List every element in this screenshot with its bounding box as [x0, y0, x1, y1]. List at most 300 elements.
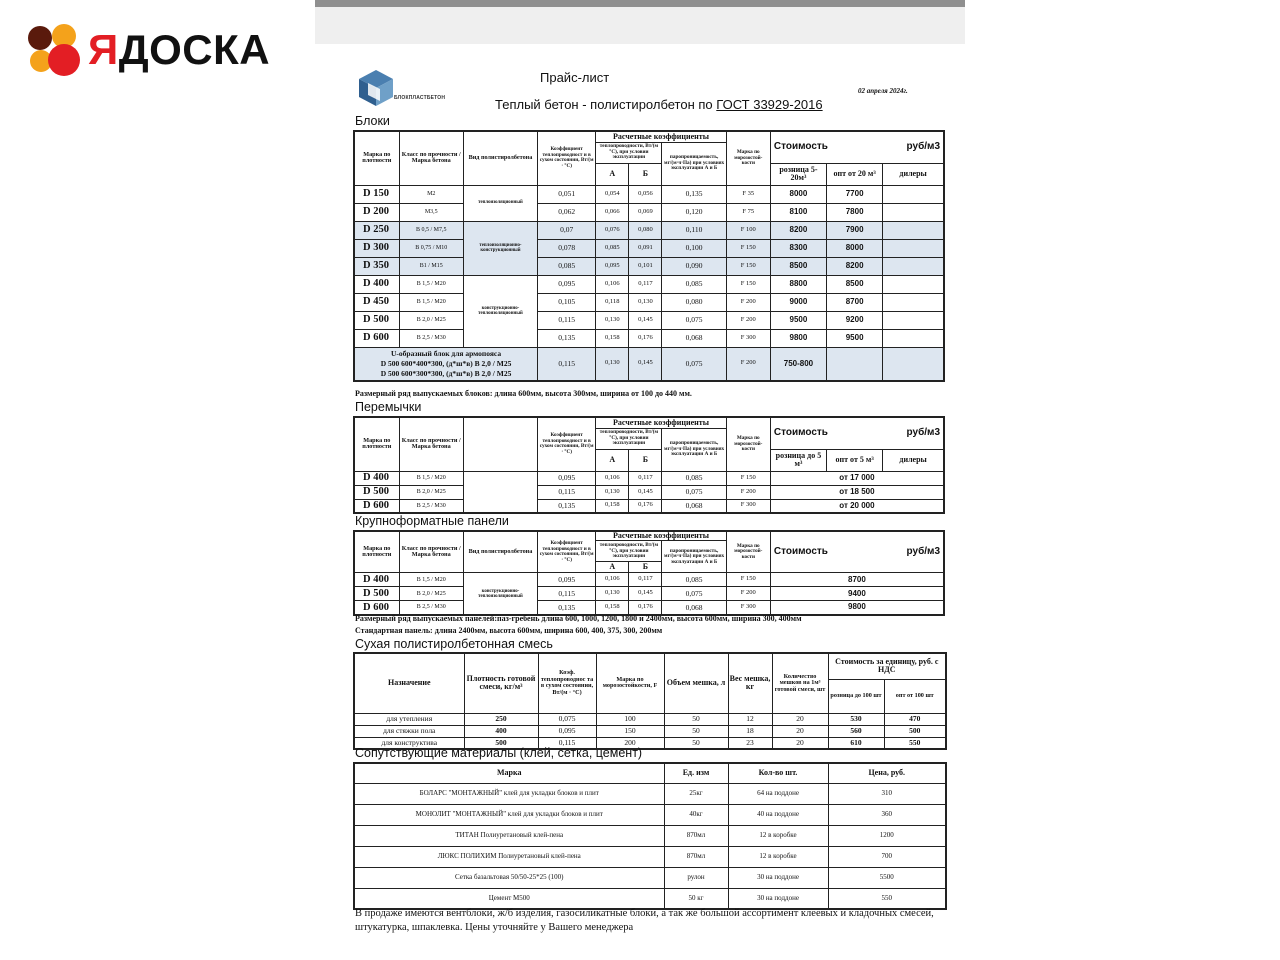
header-a: А [596, 449, 629, 471]
cell-price: от 20 000 [770, 499, 944, 513]
cell-kind: теплоизоляционный [463, 185, 537, 221]
cell-a: 0,106 [596, 275, 629, 293]
header-cost: Стоимость за единицу, руб. с НДС [828, 653, 946, 679]
cell-b: 0,145 [629, 347, 662, 381]
cell-unit: 870мл [664, 846, 728, 867]
cell-frost: F 300 [726, 329, 770, 347]
cell-b: 0,145 [629, 311, 662, 329]
cell-price: от 17 000 [770, 471, 944, 485]
cell-retail: 8100 [770, 203, 826, 221]
header-retail: розница 5-20м³ [770, 163, 826, 185]
cell-brand: БОЛАРС "МОНТАЖНЫЙ" клей для укладки блоков и плит [354, 783, 664, 804]
header-brand: Марка [354, 763, 664, 783]
cell-brand: Цемент М500 [354, 888, 664, 909]
brand-logo [356, 68, 456, 110]
header-purpose: Назначение [354, 653, 464, 713]
cell-count: 20 [772, 737, 828, 749]
cell-density: D 150 [354, 185, 399, 203]
cell-dealers [883, 293, 944, 311]
cell-density: D 400 [354, 573, 399, 587]
cell-density: D 300 [354, 239, 399, 257]
header-coef: Коэффициент теплопроводност и в сухом состоянии, Вт/(м · °С) [538, 531, 596, 573]
materials-table [353, 762, 947, 910]
cell-price: 750-800 [770, 347, 826, 381]
cell-frost: F 35 [726, 185, 770, 203]
cell-dealers [883, 347, 944, 381]
table-row [354, 221, 944, 239]
cell-vapor: 0,120 [662, 203, 726, 221]
cell-unit: 50 кг [664, 888, 728, 909]
header-density: Марка по плотности [354, 417, 399, 471]
cell-coef: 0,115 [538, 311, 596, 329]
cell-retail: 8200 [770, 221, 826, 239]
cell-density: D 600 [354, 601, 399, 615]
table-row [354, 888, 946, 909]
cell-retail: 560 [828, 725, 884, 737]
cell-a: 0,106 [596, 573, 629, 587]
table-row [354, 804, 946, 825]
blocks-table [353, 130, 945, 382]
cell-opt: 7900 [827, 221, 883, 239]
cell-price: 8700 [770, 573, 944, 587]
cell-frost: 100 [596, 713, 664, 725]
cell-frost: 200 [596, 737, 664, 749]
cell-a: 0,130 [596, 485, 629, 499]
cell-coef: 0,051 [538, 185, 596, 203]
cell-class: В 1,5 / М20 [399, 293, 463, 311]
logo-dots-icon [26, 22, 82, 78]
cell-a: 0,066 [596, 203, 629, 221]
cell-vapor: 0,075 [662, 587, 726, 601]
cell-b: 0,145 [629, 485, 662, 499]
cell-purpose: для стяжки пола [354, 725, 464, 737]
cell-b: 0,117 [629, 275, 662, 293]
cell-density: D 350 [354, 257, 399, 275]
header-frost: Марка по морозостой-кости [726, 131, 770, 185]
cell-retail: 9000 [770, 293, 826, 311]
header-dealers: дилеры [883, 449, 944, 471]
header-b: Б [629, 449, 662, 471]
cell-retail: 8800 [770, 275, 826, 293]
table-row [354, 471, 944, 485]
cell-a: 0,130 [596, 311, 629, 329]
panels-standard-note: Стандартная панель: длина 2400мм, высота 600мм, ширина 600, 400, 375, 300, 200мм [355, 626, 663, 635]
cell-dealers [883, 257, 944, 275]
table-row [354, 783, 946, 804]
table-row [354, 499, 944, 513]
table-row [354, 587, 944, 601]
cell-class: В 2,0 / М25 [399, 485, 463, 499]
cell-coef: 0,135 [538, 499, 596, 513]
cell-density: D 500 [354, 587, 399, 601]
cell-price: 5500 [828, 867, 946, 888]
cell-vapor: 0,068 [662, 329, 726, 347]
cell-dealers [883, 275, 944, 293]
cell-frost: F 150 [726, 471, 770, 485]
cell-density: D 450 [354, 293, 399, 311]
cell-brand: ЛЮКС ПОЛИХИМ Полиуретановый клей-пена [354, 846, 664, 867]
cell-brand: ТИТАН Полиуретановый клей-пена [354, 825, 664, 846]
table-row [354, 825, 946, 846]
cell-class: В 2,5 / М30 [399, 329, 463, 347]
cell-vapor: 0,110 [662, 221, 726, 239]
cell-price: 9800 [770, 601, 944, 615]
panels-size-note: Размерный ряд выпускаемых панелей:паз-гребень длина 600, 1000, 1200, 1800 и 2400мм, высота 600мм, ширина 300, 400мм [355, 614, 802, 623]
cell-opt: 8500 [827, 275, 883, 293]
header-qty: Кол-во шт. [728, 763, 828, 783]
cell-b: 0,117 [629, 471, 662, 485]
header-calc-vapor: паропроницаемость, мг/(м·ч·Па) при условиях эксплуатации А и Б [662, 428, 726, 471]
cell-class: В1 / М15 [399, 257, 463, 275]
cell-u-block: U-образный блок для армопояса D 500 600*400*300, (д*ш*в) В 2,0 / М25 D 500 600*300*300, (д*ш*в) В 2,0 / М25 [354, 347, 538, 381]
cell-price: 9400 [770, 587, 944, 601]
table-row [354, 311, 944, 329]
cell-volume: 50 [664, 725, 728, 737]
header-count: Количество мешков на 1м³ готовой смеси, шт [772, 653, 828, 713]
cell-retail: 9800 [770, 329, 826, 347]
cell-dealers [883, 203, 944, 221]
header-calc: Расчетные коэффициенты [596, 531, 726, 541]
cell-kind: конструкционно-теплоизоляционный [463, 275, 537, 347]
cell-opt: 470 [884, 713, 946, 725]
cell-vapor: 0,068 [662, 601, 726, 615]
header-coef: Коэффициент теплопроводност и в сухом состоянии, Вт/(м · °С) [538, 131, 596, 185]
header-unit: руб/м3 [883, 531, 944, 573]
cell-kind [463, 471, 537, 513]
header-density: Плотность готовой смеси, кг/м³ [464, 653, 538, 713]
cell-opt: 7700 [827, 185, 883, 203]
cell-frost: F 200 [726, 311, 770, 329]
cell-dealers [883, 221, 944, 239]
cell-class: В 2,5 / М30 [399, 601, 463, 615]
cell-b: 0,176 [629, 329, 662, 347]
cell-class: В 2,0 / М25 [399, 311, 463, 329]
header-cost: Стоимость [770, 131, 882, 163]
cell-class: В 1,5 / М20 [399, 275, 463, 293]
cell-coef: 0,095 [538, 275, 596, 293]
cell-density: D 250 [354, 221, 399, 239]
cell-frost: F 100 [726, 221, 770, 239]
cell-vapor: 0,075 [662, 485, 726, 499]
cell-opt: 8200 [827, 257, 883, 275]
cell-b: 0,176 [629, 499, 662, 513]
header-calc-vapor: паропроницаемость, мг/(м·ч·Па) при условиях эксплуатации А и Б [662, 142, 726, 185]
cell-vapor: 0,075 [662, 311, 726, 329]
cell-a: 0,085 [596, 239, 629, 257]
cell-frost: F 200 [726, 485, 770, 499]
header-unit: Ед. изм [664, 763, 728, 783]
cell-opt: 9500 [827, 329, 883, 347]
header-class: Класс по прочности / Марка бетона [399, 531, 463, 573]
cell-vapor: 0,135 [662, 185, 726, 203]
header-calc: Расчетные коэффициенты [596, 131, 726, 142]
cell-a: 0,158 [596, 499, 629, 513]
section-title-dry-mix: Сухая полистиролбетонная смесь [355, 637, 553, 651]
cell-frost: 150 [596, 725, 664, 737]
cell-retail: 8000 [770, 185, 826, 203]
cell-volume: 50 [664, 737, 728, 749]
cell-density: D 600 [354, 499, 399, 513]
cell-qty: 30 на поддоне [728, 867, 828, 888]
cell-frost: F 150 [726, 239, 770, 257]
cell-class: М2 [399, 185, 463, 203]
cell-density: D 500 [354, 311, 399, 329]
blocks-size-note: Размерный ряд выпускаемых блоков: длина 600мм, высота 300мм, ширина от 100 до 440 мм. [355, 389, 692, 398]
cell-a: 0,106 [596, 471, 629, 485]
cell-a: 0,158 [596, 601, 629, 615]
cell-density: 250 [464, 713, 538, 725]
cell-density: D 500 [354, 485, 399, 499]
table-row [354, 257, 944, 275]
dry-mix-table [353, 652, 947, 750]
cell-a: 0,095 [596, 257, 629, 275]
header-class: Класс по прочности / Марка бетона [399, 131, 463, 185]
cell-b: 0,101 [629, 257, 662, 275]
cell-dealers [883, 329, 944, 347]
cell-unit: 25кг [664, 783, 728, 804]
cell-b: 0,130 [629, 293, 662, 311]
header-wholesale: опт от 5 м³ [827, 449, 883, 471]
cell-b: 0,176 [629, 601, 662, 615]
cell-frost: F 200 [726, 347, 770, 381]
cell-class: В 0,75 / М10 [399, 239, 463, 257]
header-class: Класс по прочности / Марка бетона [399, 417, 463, 471]
header-a: А [596, 163, 629, 185]
cell-vapor: 0,068 [662, 499, 726, 513]
cell-frost: F 75 [726, 203, 770, 221]
cell-a: 0,118 [596, 293, 629, 311]
cell-coef: 0,115 [538, 737, 596, 749]
header-wholesale: опт от 20 м³ [827, 163, 883, 185]
brand-name: БЛОКПЛАСТБЕТОН [394, 95, 446, 101]
header-calc: Расчетные коэффициенты [596, 417, 726, 428]
cell-b: 0,117 [629, 573, 662, 587]
table-row [354, 867, 946, 888]
cell-price: 310 [828, 783, 946, 804]
table-row [354, 293, 944, 311]
table-row [354, 573, 944, 587]
cell-unit: рулон [664, 867, 728, 888]
header-weight: Вес мешка, кг [728, 653, 772, 713]
document-top-bar [315, 0, 965, 7]
cell-coef: 0,095 [538, 573, 596, 587]
section-title-lintels: Перемычки [355, 400, 422, 414]
header-retail: розница до 5 м³ [770, 449, 826, 471]
header-frost: Марка по морозостой-кости [726, 531, 770, 573]
cell-coef: 0,115 [538, 347, 596, 381]
table-row [354, 185, 944, 203]
site-logo-text: ЯДОСКА [88, 26, 271, 73]
cell-a: 0,158 [596, 329, 629, 347]
cell-empty [827, 347, 883, 381]
cell-b: 0,069 [629, 203, 662, 221]
table-row [354, 725, 946, 737]
cell-opt: 550 [884, 737, 946, 749]
cell-frost: F 300 [726, 499, 770, 513]
cell-price: 360 [828, 804, 946, 825]
cell-purpose: для конструктива [354, 737, 464, 749]
cell-class: М3,5 [399, 203, 463, 221]
cell-density: 500 [464, 737, 538, 749]
cell-frost: F 200 [726, 587, 770, 601]
cell-brand: МОНОЛИТ "МОНТАЖНЫЙ" клей для укладки блоков и плит [354, 804, 664, 825]
gost-link[interactable]: ГОСТ 33929-2016 [716, 97, 823, 112]
cell-b: 0,056 [629, 185, 662, 203]
header-coef: Коэф. теплопроводнос та в сухом состоянии, Вт/(м · °С) [538, 653, 596, 713]
cell-opt: 8700 [827, 293, 883, 311]
cell-count: 20 [772, 713, 828, 725]
cell-vapor: 0,080 [662, 293, 726, 311]
cell-unit: 40кг [664, 804, 728, 825]
cell-qty: 30 на поддоне [728, 888, 828, 909]
cell-brand: Сетка базальтовая 50/50-25*25 (100) [354, 867, 664, 888]
cell-qty: 12 в коробке [728, 825, 828, 846]
table-row [354, 846, 946, 867]
cell-frost: F 150 [726, 573, 770, 587]
header-calc-thermal: теплопроводности, Вт/(м °С), при условии эксплуатации [596, 142, 662, 163]
cell-retail: 8300 [770, 239, 826, 257]
table-row [354, 275, 944, 293]
header-calc-thermal: теплопроводности, Вт/(м °С), при условии эксплуатации [596, 428, 662, 449]
cell-density: D 400 [354, 471, 399, 485]
section-title-blocks: Блоки [355, 114, 390, 128]
cell-volume: 50 [664, 713, 728, 725]
cell-purpose: для утепления [354, 713, 464, 725]
cell-coef: 0,115 [538, 485, 596, 499]
cell-qty: 64 на поддоне [728, 783, 828, 804]
cell-opt: 9200 [827, 311, 883, 329]
cell-frost: F 150 [726, 275, 770, 293]
cell-density: D 600 [354, 329, 399, 347]
cell-price: 700 [828, 846, 946, 867]
cell-opt: 7800 [827, 203, 883, 221]
header-cost: Стоимость [770, 417, 882, 449]
lintels-table [353, 416, 945, 514]
cell-dealers [883, 185, 944, 203]
cell-coef: 0,07 [538, 221, 596, 239]
header-opt: опт от 100 шт [884, 679, 946, 713]
table-row [354, 713, 946, 725]
header-frost: Марка по морозостой-кости [726, 417, 770, 471]
cell-coef: 0,085 [538, 257, 596, 275]
cell-class: В 2,0 / М25 [399, 587, 463, 601]
cell-b: 0,145 [629, 587, 662, 601]
cell-frost: F 300 [726, 601, 770, 615]
header-frost: Марка по морозостойкости, F [596, 653, 664, 713]
site-logo[interactable] [26, 22, 270, 78]
cell-a: 0,076 [596, 221, 629, 239]
cell-retail: 9500 [770, 311, 826, 329]
cell-coef: 0,115 [538, 587, 596, 601]
header-calc-vapor: паропроницаемость, мг/(м·ч·Па) при условиях эксплуатации А и Б [662, 541, 726, 573]
header-dealers: дилеры [883, 163, 944, 185]
cell-a: 0,130 [596, 587, 629, 601]
header-density: Марка по плотности [354, 131, 399, 185]
header-retail: розница до 100 шт [828, 679, 884, 713]
document-date: 02 апреля 2024г. [858, 87, 908, 95]
cell-coef: 0,095 [538, 471, 596, 485]
cell-kind: теплоизоляционно-конструкционный [463, 221, 537, 275]
header-kind-empty [463, 417, 537, 471]
header-price: Цена, руб. [828, 763, 946, 783]
header-unit: руб/м3 [883, 417, 944, 449]
cell-qty: 12 в коробке [728, 846, 828, 867]
table-row-u-block [354, 347, 944, 381]
cell-coef: 0,078 [538, 239, 596, 257]
cube-logo-icon [356, 68, 396, 108]
cell-coef: 0,062 [538, 203, 596, 221]
cell-b: 0,091 [629, 239, 662, 257]
header-cost: Стоимость [770, 531, 882, 573]
cell-retail: 8500 [770, 257, 826, 275]
cell-coef: 0,105 [538, 293, 596, 311]
table-row [354, 329, 944, 347]
cell-unit: 870мл [664, 825, 728, 846]
cell-class: В 0,5 / М7,5 [399, 221, 463, 239]
cell-frost: F 200 [726, 293, 770, 311]
cell-a: 0,054 [596, 185, 629, 203]
cell-vapor: 0,085 [662, 471, 726, 485]
cell-opt: 8000 [827, 239, 883, 257]
cell-weight: 12 [728, 713, 772, 725]
cell-retail: 610 [828, 737, 884, 749]
cell-vapor: 0,090 [662, 257, 726, 275]
header-density: Марка по плотности [354, 531, 399, 573]
cell-b: 0,080 [629, 221, 662, 239]
cell-vapor: 0,085 [662, 275, 726, 293]
cell-opt: 500 [884, 725, 946, 737]
cell-count: 20 [772, 725, 828, 737]
cell-density: 400 [464, 725, 538, 737]
header-b: Б [629, 562, 662, 573]
section-title-panels: Крупноформатные панели [355, 514, 509, 528]
cell-a: 0,130 [596, 347, 629, 381]
header-kind: Вид полистиролбетона [463, 131, 537, 185]
cell-price: 1200 [828, 825, 946, 846]
header-volume: Объем мешка, л [664, 653, 728, 713]
cell-class: В 1,5 / М20 [399, 471, 463, 485]
cell-vapor: 0,075 [662, 347, 726, 381]
cell-vapor: 0,085 [662, 573, 726, 587]
document-title: Прайс-лист [540, 70, 610, 85]
cell-coef: 0,135 [538, 329, 596, 347]
table-row [354, 601, 944, 615]
cell-qty: 40 на поддоне [728, 804, 828, 825]
cell-weight: 18 [728, 725, 772, 737]
cell-vapor: 0,100 [662, 239, 726, 257]
cell-retail: 530 [828, 713, 884, 725]
document-subtitle: Теплый бетон - полистиролбетон по ГОСТ 33929-2016 [495, 97, 823, 112]
cell-class: В 2,5 / М30 [399, 499, 463, 513]
cell-coef: 0,135 [538, 601, 596, 615]
header-calc-thermal: теплопроводности, Вт/(м °С), при условии эксплуатации [596, 541, 662, 562]
header-b: Б [629, 163, 662, 185]
table-row [354, 203, 944, 221]
header-a: А [596, 562, 629, 573]
cell-dealers [883, 311, 944, 329]
table-row [354, 239, 944, 257]
header-unit: руб/м3 [883, 131, 944, 163]
cell-dealers [883, 239, 944, 257]
header-coef: Коэффициент теплопроводност и в сухом состоянии, Вт/(м · °С) [538, 417, 596, 471]
panels-table [353, 530, 945, 616]
cell-frost: F 150 [726, 257, 770, 275]
cell-coef: 0,095 [538, 725, 596, 737]
header-kind: Вид полистиролбетона [463, 531, 537, 573]
cell-density: D 200 [354, 203, 399, 221]
cell-price: от 18 500 [770, 485, 944, 499]
cell-density: D 400 [354, 275, 399, 293]
